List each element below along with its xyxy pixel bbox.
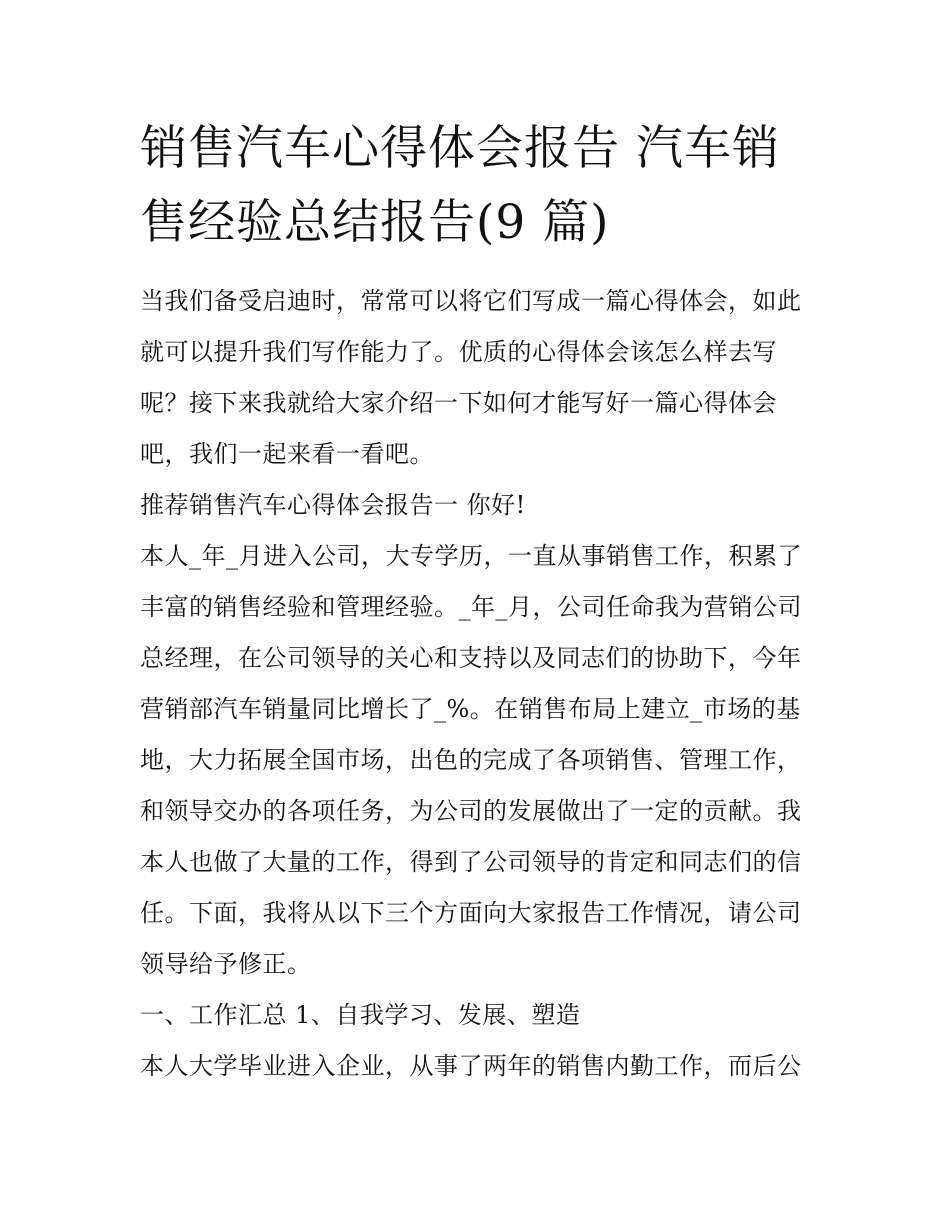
paragraph-line: 营销部汽车销量同比增长了_%。在销售布局上建立_市场的基 xyxy=(140,695,801,723)
paragraph-line: 呢？接下来我就给大家介绍一下如何才能写好一篇心得体会 xyxy=(140,389,777,417)
paragraph-line: 本人_年_月进入公司，大专学历，一直从事销售工作，积累了 xyxy=(140,542,802,570)
paragraph-line: 本人也做了大量的工作，得到了公司领导的肯定和同志们的信 xyxy=(140,848,802,876)
paragraph-line: 任。下面，我将从以下三个方面向大家报告工作情况，请公司 xyxy=(140,899,802,927)
section-heading: 推荐销售汽车心得体会报告一 你好! xyxy=(140,491,526,519)
title-line: 售经验总结报告(9 篇) xyxy=(140,195,610,250)
paragraph-line: 地，大力拓展全国市场，出色的完成了各项销售、管理工作， xyxy=(140,746,802,774)
title-line: 销售汽车心得体会报告 汽车销 xyxy=(140,121,780,176)
document-title xyxy=(140,112,840,260)
section-heading: 一、工作汇总 1、自我学习、发展、塑造 xyxy=(140,1001,581,1029)
paragraph-line: 就可以提升我们写作能力了。优质的心得体会该怎么样去写 xyxy=(140,338,777,366)
paragraph-line: 当我们备受启迪时，常常可以将它们写成一篇心得体会，如此 xyxy=(140,287,802,315)
paragraph-line: 和领导交办的各项任务，为公司的发展做出了一定的贡献。我 xyxy=(140,797,802,825)
document-body xyxy=(140,276,820,1092)
paragraph-line: 丰富的销售经验和管理经验。_年_月，公司任命我为营销公司 xyxy=(140,593,802,621)
paragraph-line: 本人大学毕业进入企业，从事了两年的销售内勤工作，而后公 xyxy=(140,1052,802,1080)
paragraph-line: 领导给予修正。 xyxy=(140,950,312,978)
paragraph-line: 总经理，在公司领导的关心和支持以及同志们的协助下，今年 xyxy=(140,644,802,672)
paragraph-line: 吧，我们一起来看一看吧。 xyxy=(140,440,434,468)
